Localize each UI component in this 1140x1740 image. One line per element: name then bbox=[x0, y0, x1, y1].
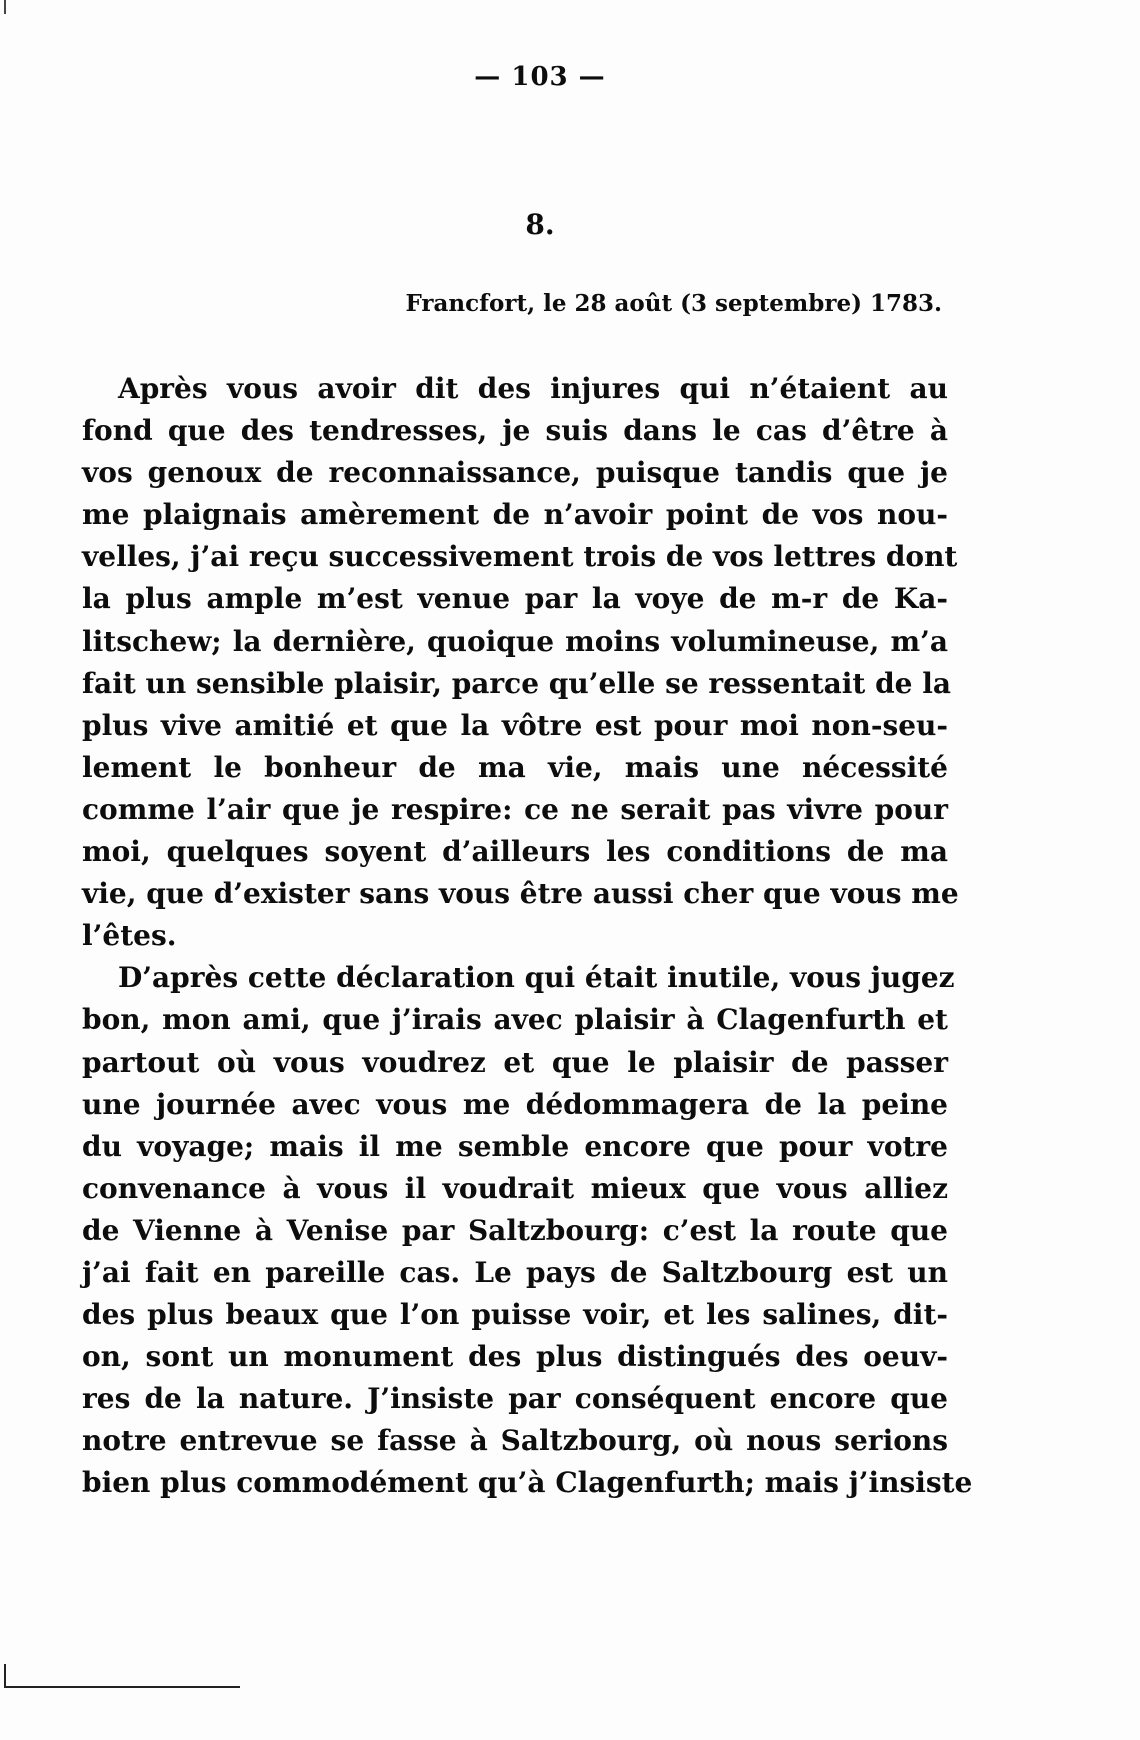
text-line: notre entrevue se fasse à Saltzbourg, où nous serions bbox=[82, 1424, 948, 1458]
scan-corner-mark bbox=[4, 1664, 6, 1688]
text-line: moi, quelques soyent d’ailleurs les conditions de ma bbox=[82, 835, 948, 869]
text-line: des plus beaux que l’on puisse voir, et les salines, dit- bbox=[82, 1298, 948, 1332]
page-number: — 103 — bbox=[474, 62, 606, 92]
scan-bottom-rule bbox=[4, 1686, 240, 1688]
text-line: une journée avec vous me dédommagera de la peine bbox=[82, 1087, 948, 1121]
text-line: l’êtes. bbox=[82, 919, 177, 953]
text-line: fond que des tendresses, je suis dans le cas d’être à bbox=[82, 414, 948, 448]
scan-edge-mark bbox=[4, 0, 6, 14]
text-line: partout où vous voudrez et que le plaisir de passer bbox=[82, 1045, 948, 1079]
letter-body bbox=[82, 368, 973, 1505]
text-line: convenance à vous il voudrait mieux que vous alliez bbox=[82, 1171, 948, 1205]
letter-number: 8. bbox=[525, 208, 555, 241]
text-line: vos genoux de reconnaissance, puisque tandis que je bbox=[82, 456, 948, 490]
text-line: la plus ample m’est venue par la voye de m-r de Ka- bbox=[82, 582, 948, 616]
text-line: Après vous avoir dit des injures qui n’étaient au bbox=[118, 372, 948, 405]
text-line: velles, j’ai reçu successivement trois de vos lettres dont bbox=[82, 540, 958, 574]
text-line: fait un sensible plaisir, parce qu’elle se ressentait de la bbox=[82, 666, 952, 700]
letter-dateline: Francfort, le 28 août (3 septembre) 1783. bbox=[405, 290, 942, 317]
text-line: bon, mon ami, que j’irais avec plaisir à Clagenfurth et bbox=[82, 1003, 948, 1037]
text-line: plus vive amitié et que la vôtre est pour moi non-seu- bbox=[82, 708, 948, 742]
text-line: me plaignais amèrement de n’avoir point de vos nou- bbox=[82, 498, 948, 532]
text-line: bien plus commodément qu’à Clagenfurth; mais j’insiste bbox=[82, 1466, 973, 1500]
text-line: vie, que d’exister sans vous être aussi cher que vous me bbox=[82, 877, 959, 911]
text-line: du voyage; mais il me semble encore que pour votre bbox=[82, 1129, 948, 1163]
paragraph-2 bbox=[82, 957, 973, 1504]
text-line: j’ai fait en pareille cas. Le pays de Saltzbourg est un bbox=[82, 1255, 948, 1289]
paragraph-1 bbox=[82, 368, 959, 957]
text-line: litschew; la dernière, quoique moins volumineuse, m’a bbox=[82, 624, 948, 658]
text-line: res de la nature. J’insiste par conséquent encore que bbox=[82, 1382, 948, 1416]
text-line: de Vienne à Venise par Saltzbourg: c’est la route que bbox=[82, 1213, 948, 1247]
text-line: on, sont un monument des plus distingués des oeuv- bbox=[82, 1340, 948, 1374]
text-line: D’après cette déclaration qui était inutile, vous jugez bbox=[118, 961, 955, 995]
text-line: lement le bonheur de ma vie, mais une nécessité bbox=[82, 750, 948, 784]
text-line: comme l’air que je respire: ce ne serait pas vivre pour bbox=[82, 792, 948, 826]
